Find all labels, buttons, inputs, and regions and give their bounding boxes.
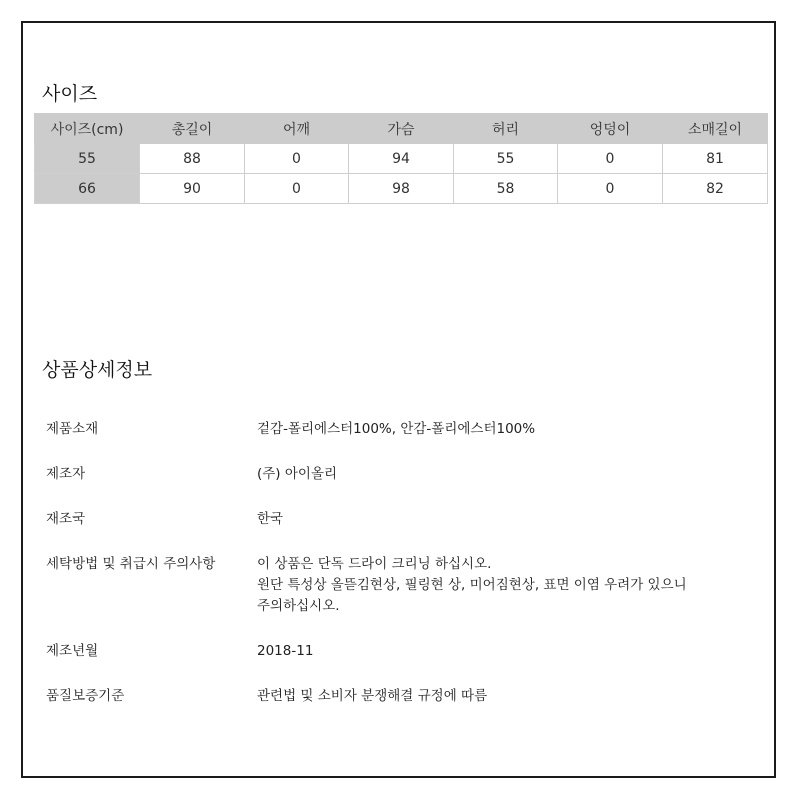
info-value: [257, 509, 746, 530]
table-cell: 0: [558, 144, 663, 174]
table-cell: 88: [140, 144, 245, 174]
size-table-header: 엉덩이: [558, 114, 663, 144]
info-value-line: (주) 아이올리: [257, 466, 338, 482]
table-row: [35, 174, 768, 204]
size-table-header: 총길이: [140, 114, 245, 144]
spec-frame: [21, 21, 776, 778]
size-label-cell: 55: [35, 144, 140, 174]
info-label: 제조자: [46, 466, 86, 482]
info-value-line: 관련법 및 소비자 분쟁해결 규정에 따름: [257, 688, 488, 704]
product-info-list: [46, 419, 746, 731]
info-row-country: [46, 509, 746, 530]
info-value-line: 겉감-폴리에스터100%, 안감-폴리에스터100%: [257, 421, 536, 437]
size-table-header: 가슴: [349, 114, 454, 144]
info-label: 세탁방법 및 취급시 주의사항: [46, 556, 216, 572]
table-cell: 98: [349, 174, 454, 204]
size-table: [34, 113, 768, 204]
info-value-line: 이 상품은 단독 드라이 크리닝 하십시오.: [257, 556, 492, 572]
size-table-header-row: [35, 114, 768, 144]
info-row-care: [46, 554, 746, 617]
info-value-line: 2018-11: [257, 643, 314, 659]
size-label-cell: 66: [35, 174, 140, 204]
size-table-header: 사이즈(cm): [35, 114, 140, 144]
info-label: 품질보증기준: [46, 688, 125, 704]
size-table-header: 소매길이: [663, 114, 768, 144]
info-value-line: 원단 특성상 올뜯김현상, 필링현 상, 미어짐현상, 표면 이염 우려가 있으니: [257, 577, 687, 593]
info-row-date: [46, 641, 746, 662]
size-section-title: 사이즈: [42, 83, 98, 105]
info-value: [257, 641, 746, 662]
info-label: 재조국: [46, 511, 86, 527]
table-cell: 58: [454, 174, 558, 204]
info-label: 제품소재: [46, 421, 99, 437]
table-cell: 82: [663, 174, 768, 204]
size-table-header: 허리: [454, 114, 558, 144]
size-table-header: 어깨: [245, 114, 349, 144]
table-cell: 81: [663, 144, 768, 174]
info-value: [257, 554, 746, 617]
info-label: 제조년월: [46, 643, 99, 659]
table-cell: 0: [245, 144, 349, 174]
info-row-material: [46, 419, 746, 440]
table-cell: 90: [140, 174, 245, 204]
info-value: [257, 686, 746, 707]
info-value-line: 주의하십시오.: [257, 598, 340, 614]
info-value: [257, 464, 746, 485]
table-cell: 55: [454, 144, 558, 174]
table-cell: 94: [349, 144, 454, 174]
info-row-warranty: [46, 686, 746, 707]
info-value: [257, 419, 746, 440]
table-row: [35, 144, 768, 174]
table-cell: 0: [245, 174, 349, 204]
table-cell: 0: [558, 174, 663, 204]
info-value-line: 한국: [257, 511, 284, 527]
detail-section-title: 상품상세정보: [42, 359, 153, 381]
info-row-manufacturer: [46, 464, 746, 485]
